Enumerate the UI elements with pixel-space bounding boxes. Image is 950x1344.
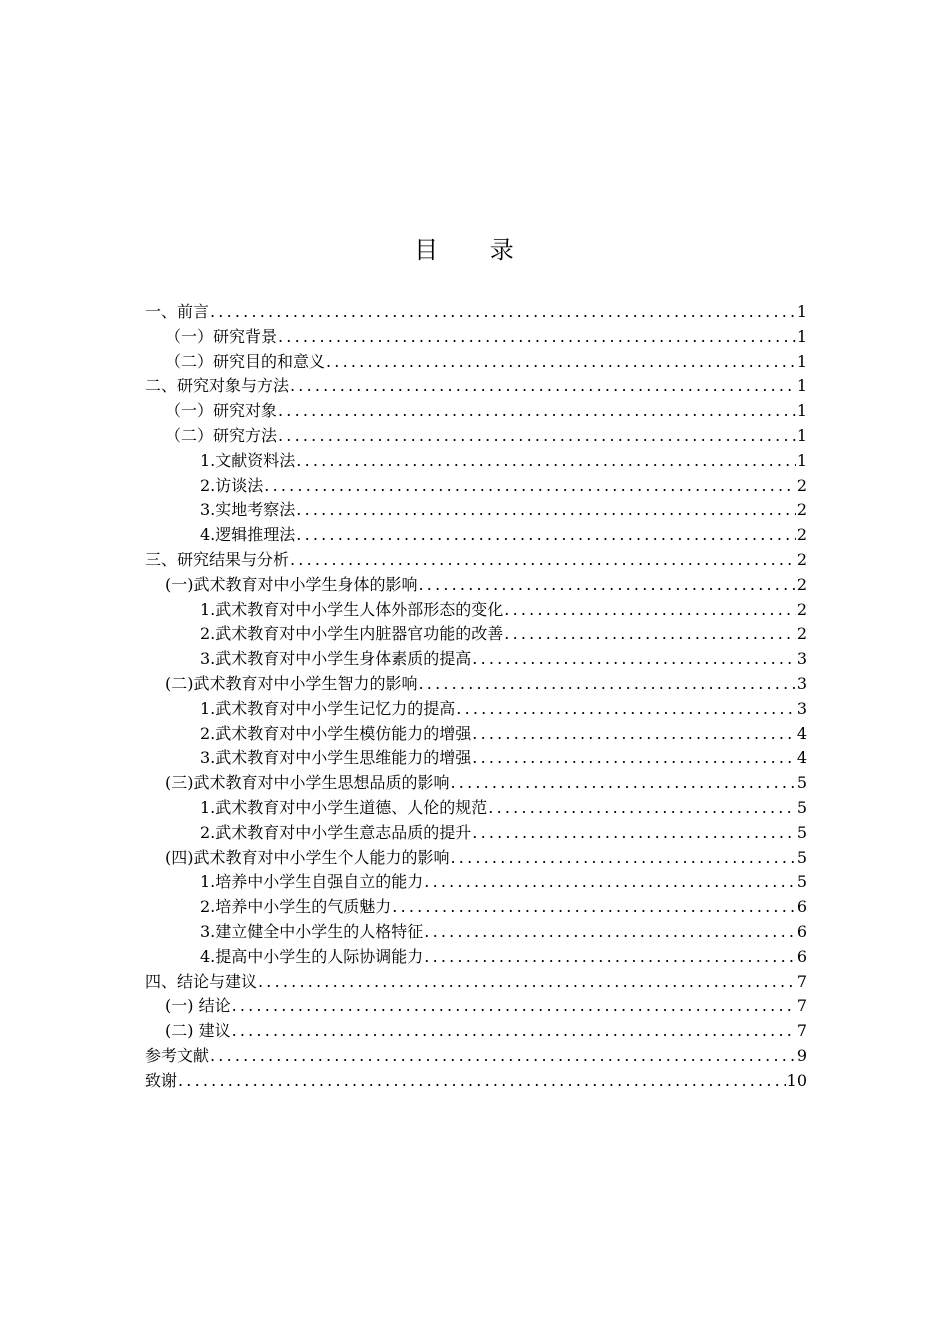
- toc-entry-label: 3.建立健全中小学生的人格特征: [200, 921, 424, 941]
- toc-entry-label: 1.武术教育对中小学生记忆力的提高: [200, 698, 456, 718]
- toc-entry[interactable]: [145, 994, 807, 1019]
- toc-entry-label: 2.武术教育对中小学生内脏器官功能的改善: [200, 624, 504, 644]
- toc-entry[interactable]: [145, 870, 807, 895]
- toc-entry-page-number: 9: [796, 1045, 807, 1065]
- toc-entry-page-number: 6: [796, 921, 807, 941]
- toc-entry[interactable]: [145, 573, 807, 598]
- toc-entry-label: 1.武术教育对中小学生道德、人伦的规范: [200, 797, 488, 817]
- toc-entry-page-number: 5: [796, 847, 807, 867]
- toc-entry[interactable]: [145, 350, 807, 375]
- toc-entry-page-number: 1: [796, 326, 807, 346]
- toc-entry-label: (一)武术教育对中小学生身体的影响: [165, 574, 418, 594]
- toc-entry[interactable]: [145, 945, 807, 970]
- toc-entry-label: 4.提高中小学生的人际协调能力: [200, 946, 424, 966]
- toc-leader-dots: [325, 350, 796, 375]
- toc-entry-page-number: 1: [796, 351, 807, 371]
- toc-entry-page-number: 1: [796, 302, 807, 321]
- toc-entry[interactable]: [145, 498, 807, 523]
- toc-entry[interactable]: [145, 474, 807, 499]
- toc-leader-dots: [418, 573, 796, 598]
- toc-entry[interactable]: [145, 449, 807, 474]
- toc-entry-label: 四、结论与建议: [145, 971, 258, 991]
- toc-leader-dots: [487, 796, 796, 821]
- toc-entry-label: 二、研究对象与方法: [145, 376, 290, 396]
- toc-entry-label: (一) 结论: [165, 996, 231, 1016]
- toc-entry-label: (二) 建议: [165, 1021, 231, 1041]
- toc-entry-label: 1.武术教育对中小学生人体外部形态的变化: [200, 599, 504, 619]
- toc-entry[interactable]: [145, 1044, 807, 1069]
- table-of-contents: [145, 300, 807, 1094]
- toc-entry-label: 三、研究结果与分析: [145, 549, 290, 569]
- toc-entry-label: 2.访谈法: [200, 475, 264, 495]
- toc-entry-page-number: 7: [796, 1021, 807, 1041]
- toc-entry-page-number: 1: [796, 450, 807, 470]
- toc-entry[interactable]: [145, 622, 807, 647]
- toc-leader-dots: [423, 870, 796, 895]
- toc-leader-dots: [471, 722, 796, 747]
- toc-leader-dots: [471, 821, 796, 846]
- toc-entry[interactable]: [145, 325, 807, 350]
- toc-leader-dots: [289, 374, 796, 399]
- toc-entry-page-number: 4: [796, 723, 807, 743]
- toc-leader-dots: [231, 1019, 796, 1044]
- toc-leader-dots: [455, 697, 796, 722]
- toc-entry-page-number: 10: [786, 1070, 807, 1090]
- toc-entry-label: 4.逻辑推理法: [200, 525, 296, 545]
- toc-entry[interactable]: [145, 846, 807, 871]
- toc-entry-page-number: 3: [796, 673, 807, 693]
- toc-entry-label: 2.武术教育对中小学生意志品质的提升: [200, 822, 472, 842]
- toc-entry[interactable]: [145, 697, 807, 722]
- toc-entry-page-number: 2: [796, 599, 807, 619]
- toc-entry-page-number: 2: [796, 475, 807, 495]
- toc-entry-page-number: 4: [796, 748, 807, 768]
- toc-entry-page-number: 1: [796, 401, 807, 421]
- toc-leader-dots: [450, 771, 796, 796]
- toc-entry[interactable]: [145, 523, 807, 548]
- toc-entry-page-number: 2: [796, 624, 807, 644]
- toc-entry[interactable]: [145, 746, 807, 771]
- toc-entry-label: （一）研究背景: [165, 326, 278, 346]
- toc-entry-label: 一、前言: [145, 302, 210, 321]
- toc-entry-page-number: 1: [796, 425, 807, 445]
- toc-entry-page-number: 2: [796, 525, 807, 545]
- toc-entry-page-number: 6: [796, 946, 807, 966]
- toc-leader-dots: [418, 672, 796, 697]
- toc-leader-dots: [277, 399, 796, 424]
- toc-entry-page-number: 7: [796, 971, 807, 991]
- toc-leader-dots: [391, 895, 796, 920]
- toc-entry[interactable]: [145, 1019, 807, 1044]
- toc-entry[interactable]: [145, 895, 807, 920]
- toc-entry-label: (四)武术教育对中小学生个人能力的影响: [165, 847, 450, 867]
- toc-entry[interactable]: [145, 399, 807, 424]
- toc-entry[interactable]: [145, 821, 807, 846]
- toc-leader-dots: [295, 498, 796, 523]
- toc-entry-label: 2.培养中小学生的气质魅力: [200, 897, 392, 917]
- toc-entry-page-number: 5: [796, 872, 807, 892]
- toc-entry[interactable]: [145, 300, 807, 325]
- toc-entry[interactable]: [145, 598, 807, 623]
- toc-entry-page-number: 6: [796, 897, 807, 917]
- toc-entry[interactable]: [145, 970, 807, 995]
- toc-entry-label: 参考文献: [145, 1045, 210, 1065]
- toc-entry-page-number: 3: [796, 698, 807, 718]
- toc-entry-label: 3.实地考察法: [200, 500, 296, 520]
- toc-entry-page-number: 2: [796, 549, 807, 569]
- toc-leader-dots: [231, 994, 796, 1019]
- toc-leader-dots: [423, 945, 796, 970]
- toc-leader-dots: [289, 548, 796, 573]
- toc-leader-dots: [277, 424, 796, 449]
- toc-entry-label: (二)武术教育对中小学生智力的影响: [165, 673, 418, 693]
- toc-entry[interactable]: [145, 374, 807, 399]
- toc-leader-dots: [450, 846, 796, 871]
- toc-entry-label: 1.培养中小学生自强自立的能力: [200, 872, 424, 892]
- toc-entry-page-number: 1: [796, 376, 807, 396]
- page-title: 目 录: [414, 236, 536, 264]
- toc-entry[interactable]: [145, 424, 807, 449]
- toc-entry-page-number: 2: [796, 574, 807, 594]
- toc-leader-dots: [263, 474, 796, 499]
- toc-entry-label: 1.文献资料法: [200, 450, 296, 470]
- toc-leader-dots: [423, 920, 796, 945]
- toc-entry-label: 致谢: [145, 1070, 178, 1090]
- toc-leader-dots: [503, 598, 796, 623]
- toc-entry-label: 2.武术教育对中小学生模仿能力的增强: [200, 723, 472, 743]
- toc-entry[interactable]: [145, 771, 807, 796]
- toc-leader-dots: [209, 1044, 796, 1069]
- toc-leader-dots: [177, 1069, 786, 1094]
- toc-entry[interactable]: [145, 722, 807, 747]
- toc-leader-dots: [295, 523, 796, 548]
- toc-entry-page-number: 7: [796, 996, 807, 1016]
- toc-entry-label: (三)武术教育对中小学生思想品质的影响: [165, 773, 450, 793]
- toc-entry-page-number: 5: [796, 773, 807, 793]
- toc-entry-label: （二）研究目的和意义: [165, 351, 326, 371]
- toc-entry-label: 3.武术教育对中小学生身体素质的提高: [200, 649, 472, 669]
- toc-entry-page-number: 5: [796, 797, 807, 817]
- toc-entry[interactable]: [145, 672, 807, 697]
- toc-entry-page-number: 5: [796, 822, 807, 842]
- toc-entry[interactable]: [145, 548, 807, 573]
- toc-entry[interactable]: [145, 920, 807, 945]
- toc-entry-page-number: 2: [796, 500, 807, 520]
- toc-entry-label: 3.武术教育对中小学生思维能力的增强: [200, 748, 472, 768]
- toc-entry-label: （二）研究方法: [165, 425, 278, 445]
- toc-leader-dots: [471, 647, 796, 672]
- toc-entry-label: （一）研究对象: [165, 401, 278, 421]
- toc-leader-dots: [277, 325, 796, 350]
- toc-entry-page-number: 3: [796, 649, 807, 669]
- toc-leader-dots: [503, 622, 796, 647]
- toc-entry[interactable]: [145, 647, 807, 672]
- toc-leader-dots: [295, 449, 796, 474]
- toc-leader-dots: [471, 746, 796, 771]
- toc-entry[interactable]: [145, 796, 807, 821]
- toc-leader-dots: [209, 300, 796, 325]
- toc-entry[interactable]: [145, 1069, 807, 1094]
- toc-leader-dots: [257, 970, 796, 995]
